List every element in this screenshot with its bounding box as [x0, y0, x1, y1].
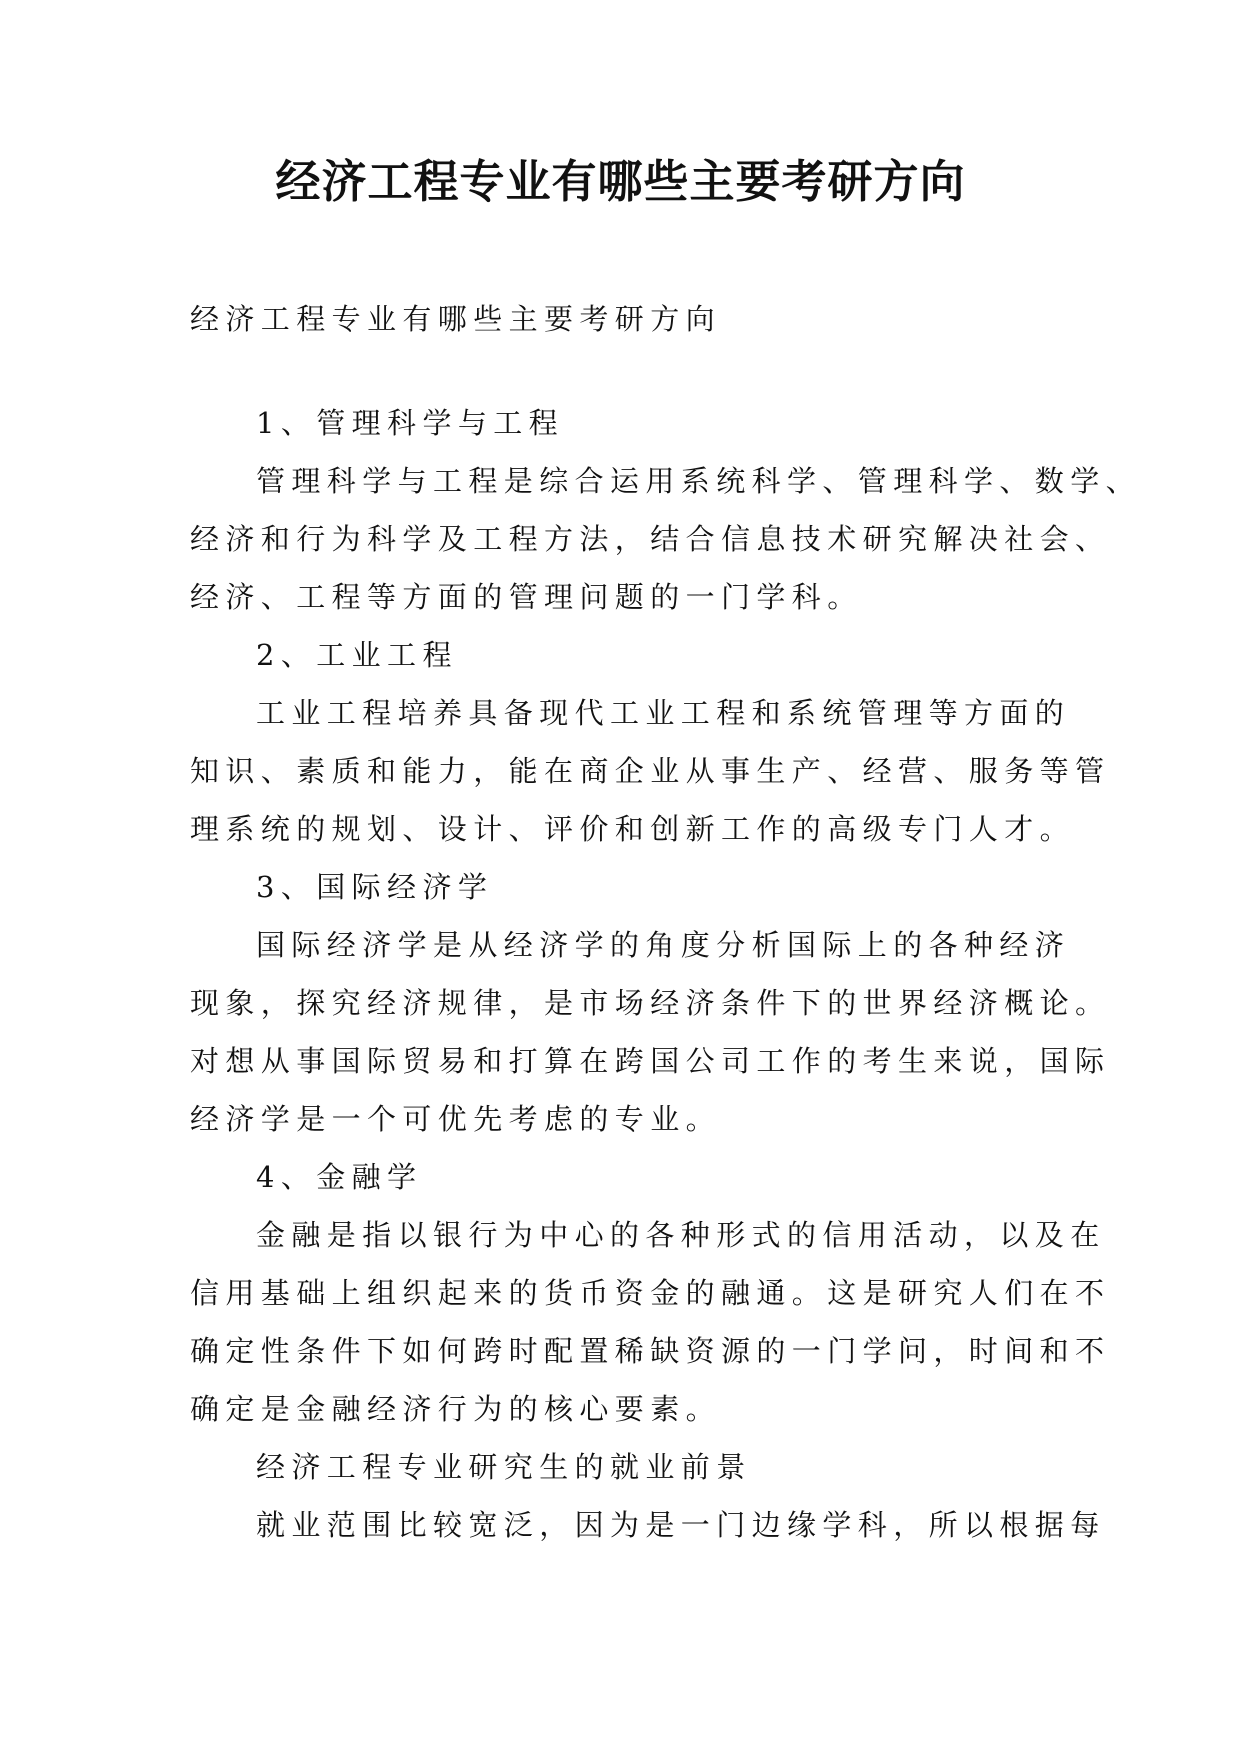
paragraph-gap: [190, 348, 1060, 394]
paragraph-line: 经济学是一个可优先考虑的专业。: [190, 1102, 722, 1136]
paragraph-line: 对想从事国际贸易和打算在跨国公司工作的考生来说，国际: [190, 1044, 1111, 1078]
paragraph-line: 信用基础上组织起来的货币资金的融通。这是研究人们在不: [190, 1276, 1111, 1310]
section-management-science: [190, 394, 1142, 626]
paragraph-line: 管理科学与工程是综合运用系统科学、管理科学、数学、: [256, 464, 1142, 498]
paragraph-line: 工业工程培养具备现代工业工程和系统管理等方面的: [256, 696, 1071, 730]
section-international-economics: [190, 858, 1111, 1148]
paragraph-line: 就业范围比较宽泛，因为是一门边缘学科，所以根据每: [256, 1508, 1106, 1542]
document-subtitle: 经济工程专业有哪些主要考研方向: [190, 302, 722, 336]
paragraph-line: 确定性条件下如何跨时配置稀缺资源的一门学问，时间和不: [190, 1334, 1111, 1368]
paragraph-line: 现象，探究经济规律，是市场经济条件下的世界经济概论。: [190, 986, 1111, 1020]
section-heading: 4、金融学: [256, 1160, 423, 1194]
section-industrial-engineering: [190, 626, 1111, 858]
paragraph-line: 知识、素质和能力，能在商企业从事生产、经营、服务等管: [190, 754, 1111, 788]
paragraph-line: 经济、工程等方面的管理问题的一门学科。: [190, 580, 863, 614]
document-body: [190, 290, 1142, 1554]
section-heading: 3、国际经济学: [256, 870, 494, 904]
section-heading: 2、工业工程: [256, 638, 458, 672]
paragraph-line: 经济和行为科学及工程方法，结合信息技术研究解决社会、: [190, 522, 1111, 556]
section-heading: 经济工程专业研究生的就业前景: [256, 1450, 752, 1484]
document-title: 经济工程专业有哪些主要考研方向: [275, 155, 966, 208]
section-heading: 1、管理科学与工程: [256, 406, 565, 440]
section-finance: [190, 1148, 1111, 1438]
section-employment-prospects: [190, 1438, 1106, 1554]
paragraph-line: 国际经济学是从经济学的角度分析国际上的各种经济: [256, 928, 1071, 962]
paragraph-line: 金融是指以银行为中心的各种形式的信用活动，以及在: [256, 1218, 1106, 1252]
paragraph-line: 理系统的规划、设计、评价和创新工作的高级专门人才。: [190, 812, 1076, 846]
paragraph-line: 确定是金融经济行为的核心要素。: [190, 1392, 722, 1426]
